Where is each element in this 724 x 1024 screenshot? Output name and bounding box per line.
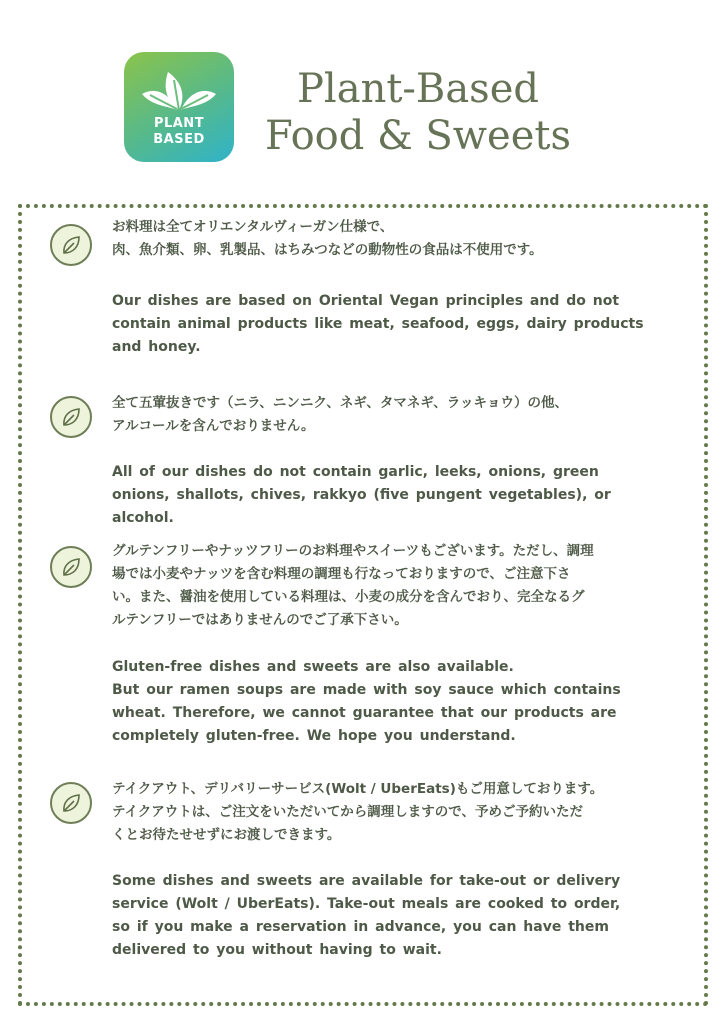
section-jp-text: グルテンフリーやナッツフリーのお料理やスイーツもございます。ただし、調理 場では小麦やナッツを含む料理の調理も行なっておりますので、ご注意下さ い。また、醤油を使用している料理は、小麦の成分を含んでおり、完全なるグ ルテンフリーではありませんのでご了承下さい。 (112, 543, 594, 628)
logo-text-based: BASED (153, 132, 205, 147)
section-jp-text: テイクアウト、デリバリーサービス(Wolt / UberEats)もご用意しております。 テイクアウトは、ご注文をいただいてから調理しますので、予めご予約いただ くとお待たせせずにお渡しできます。 (112, 781, 604, 843)
section-jp-text: お料理は全てオリエンタルヴィーガン仕様で、 肉、魚介類、卵、乳製品、はちみつなどの動物性の食品は不使用です。 (112, 219, 543, 258)
title-line-2: Food & Sweets (265, 113, 571, 159)
leaf-icon (59, 233, 83, 257)
leaf-badge (50, 224, 92, 266)
leaf-badge (50, 546, 92, 588)
section-en-text: Gluten-free dishes and sweets are also available. But our ramen soups are made with soy sauce which contains wheat. Therefore, we cannot guarantee that our products are completely gluten-free. We hope you understand. (112, 659, 621, 744)
page-header (0, 0, 724, 190)
section-en-text: Our dishes are based on Oriental Vegan principles and do not contain animal products like meat, seafood, eggs, dairy products and honey. (112, 293, 644, 355)
leaf-icon (59, 555, 83, 579)
title-line-1: Plant-Based (297, 66, 539, 112)
leaf-icon (59, 405, 83, 429)
leaf-badge (50, 782, 92, 824)
leaf-icon (59, 791, 83, 815)
leaf-badge (50, 396, 92, 438)
page-title (248, 66, 588, 160)
leaves-icon (138, 66, 220, 112)
section-en-text: Some dishes and sweets are available for take-out or delivery service (Wolt / UberEats). Take-out meals are cooked to order, so if you make a reservation in advance, you can have them delivered to you without having to wait. (112, 873, 621, 958)
section-jp-text: 全て五葷抜きです（ニラ、ニンニク、ネギ、タマネギ、ラッキョウ）の他、 アルコールを含んでおりません。 (112, 395, 569, 434)
logo-text-plant: PLANT (153, 116, 205, 131)
plant-based-logo (124, 52, 234, 162)
section-en-text: All of our dishes do not contain garlic, leeks, onions, green onions, shallots, chives, rakkyo (five pungent vegetables), or alcohol. (112, 464, 611, 526)
